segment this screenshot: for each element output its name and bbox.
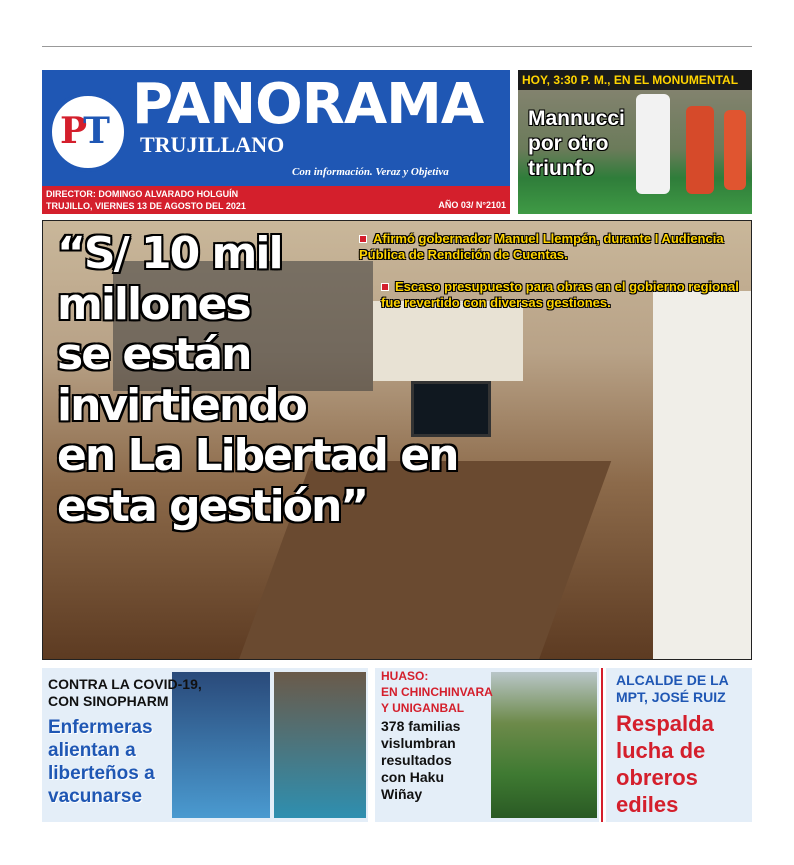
alcalde-kicker: [616, 672, 729, 706]
player-photo: [636, 94, 670, 194]
covid-story[interactable]: [42, 668, 368, 822]
logo-letters: PT: [60, 110, 106, 152]
player-photo: [724, 110, 746, 190]
headline-line: Enfermeras: [48, 717, 153, 738]
lead-headline-line: en La Libertad en: [57, 430, 458, 481]
headline-line: vacunarse: [48, 786, 143, 807]
director-line: DIRECTOR: DOMINGO ALVARADO HOLGUÍN: [46, 189, 239, 199]
player-photo: [686, 106, 714, 194]
pt-logo: [48, 92, 128, 172]
top-rule: [42, 46, 752, 47]
newspaper-subtitle: TRUJILLANO: [140, 132, 285, 157]
lead-headline-line: millones: [57, 278, 250, 330]
alcalde-headline: [616, 710, 714, 818]
lead-bullet-text: Afirmó gobernador Manuel Llempén, durante I Audiencia Pública de Rendición de Cuentas.: [359, 231, 724, 262]
lead-bullet: [381, 279, 751, 311]
bullet-square-icon: [381, 283, 389, 291]
alcalde-story[interactable]: [606, 668, 752, 822]
kicker-line: Y UNIGANBAL: [381, 701, 465, 715]
headline-line: con Haku: [381, 769, 445, 785]
headline-line: Respalda: [616, 711, 714, 736]
lead-story[interactable]: [42, 220, 752, 660]
sports-teaser[interactable]: [518, 70, 752, 214]
headline-line: obreros: [616, 765, 698, 790]
headline-line: lucha de: [616, 738, 706, 763]
sports-headline-line: Mannucci: [528, 107, 625, 130]
bullet-square-icon: [359, 235, 367, 243]
headline-line: liberteños a: [48, 763, 155, 784]
huaso-story[interactable]: [375, 668, 599, 822]
kicker-line: EN CHINCHINVARA: [381, 685, 493, 699]
sports-headline: [528, 106, 625, 181]
covid-headline: [48, 716, 155, 808]
covid-kicker: [48, 676, 202, 710]
lead-headline-line: “S/ 10 mil: [57, 228, 282, 279]
lead-headline-line: esta gestión”: [57, 480, 368, 532]
red-divider: [601, 668, 603, 822]
nurse-photo: [274, 672, 366, 818]
lead-headline-line: se están: [57, 329, 251, 380]
headline-line: ediles: [616, 792, 679, 817]
headline-line: alientan a: [48, 740, 136, 761]
headline-line: 378 familias: [381, 718, 461, 734]
masthead: [42, 70, 510, 214]
sports-headline-line: por otro: [528, 132, 609, 155]
kicker-line: MPT, JOSÉ RUIZ: [616, 689, 726, 705]
huaso-kicker: [381, 668, 493, 716]
kicker-line: ALCALDE DE LA: [616, 672, 729, 688]
headline-line: Wiñay: [381, 786, 423, 802]
lead-bullet: [359, 231, 749, 263]
lead-bullet-text: Escaso presupuesto para obras en el gobierno regional fue revertido con diversas gestiones.: [381, 279, 739, 310]
kicker-line: CONTRA LA COVID-19,: [48, 676, 202, 692]
lead-headline-line: invirtiendo: [57, 379, 306, 431]
white-door: [653, 291, 752, 660]
dateline-bar: [42, 186, 510, 214]
sports-headline-line: triunfo: [528, 157, 595, 180]
slogan: Con información. Veraz y Objetiva: [292, 166, 449, 178]
kicker-line: HUASO:: [381, 669, 429, 683]
kicker-line: CON SINOPHARM: [48, 693, 169, 709]
issue-number: AÑO 03/ N°2101: [438, 200, 506, 210]
farm-photo: [491, 672, 597, 818]
headline-line: vislumbran: [381, 735, 456, 751]
sports-banner: HOY, 3:30 P. M., EN EL MONUMENTAL: [518, 70, 752, 90]
lead-headline: [57, 229, 457, 532]
headline-line: resultados: [381, 752, 452, 768]
huaso-headline: [381, 718, 460, 803]
date-line: TRUJILLO, VIERNES 13 DE AGOSTO DEL 2021: [46, 201, 246, 211]
newspaper-title: PANORAMA: [132, 72, 484, 137]
